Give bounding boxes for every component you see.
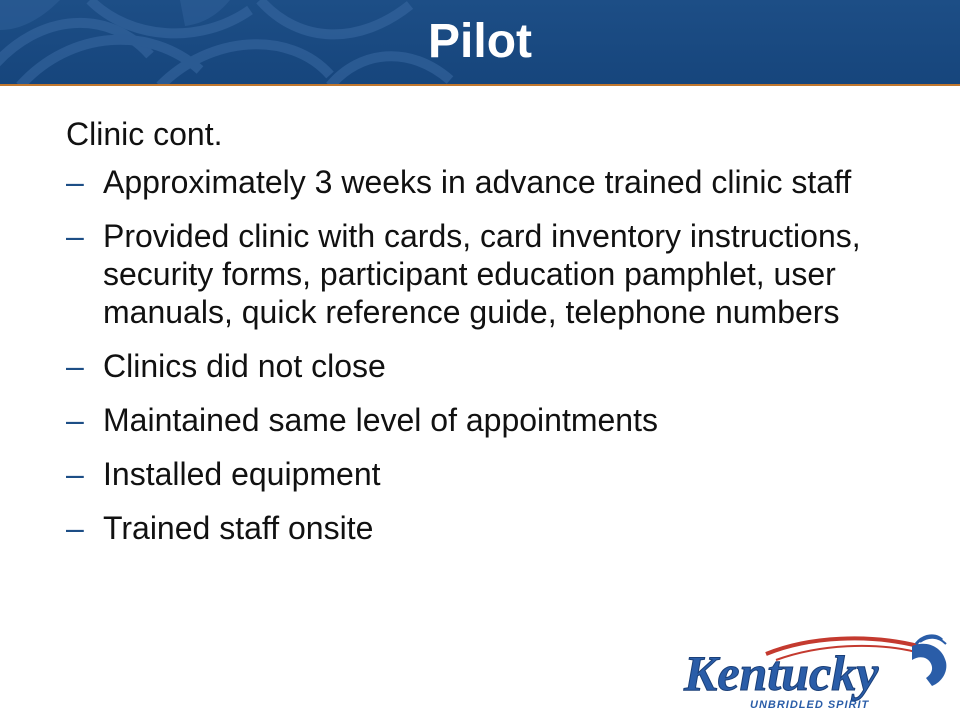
bullet-item	[66, 163, 926, 201]
bullet-text: Provided clinic with cards, card inventory instructions, security forms, participant education pamphlet, user manuals, quick reference guide, telephone numbers	[103, 218, 861, 330]
logo-wordmark: Kentucky	[684, 645, 879, 701]
lead-line: Clinic cont.	[66, 116, 223, 152]
bullet-item	[66, 509, 926, 547]
bullet-dash: –	[66, 510, 84, 546]
bullet-dash: –	[66, 164, 84, 200]
bullet-item	[66, 347, 926, 385]
bullet-text: Trained staff onsite	[103, 510, 374, 546]
bullet-text: Approximately 3 weeks in advance trained clinic staff	[103, 164, 852, 200]
bullet-text: Maintained same level of appointments	[103, 402, 658, 438]
slide-title: Pilot	[428, 15, 532, 68]
bullet-item	[66, 217, 926, 331]
bullet-dash: –	[66, 456, 84, 492]
kentucky-logo	[680, 632, 952, 714]
bullet-dash: –	[66, 402, 84, 438]
slide-body	[66, 115, 926, 563]
title-bar	[0, 0, 960, 86]
bullet-dash: –	[66, 218, 84, 254]
bullet-item	[66, 401, 926, 439]
bullet-dash: –	[66, 348, 84, 384]
bullet-text: Installed equipment	[103, 456, 381, 492]
logo-tagline: UNBRIDLED SPIRIT	[750, 699, 870, 711]
bullet-item	[66, 455, 926, 493]
bullet-text: Clinics did not close	[103, 348, 386, 384]
horse-head-icon	[912, 636, 946, 686]
header-rule	[0, 84, 960, 86]
